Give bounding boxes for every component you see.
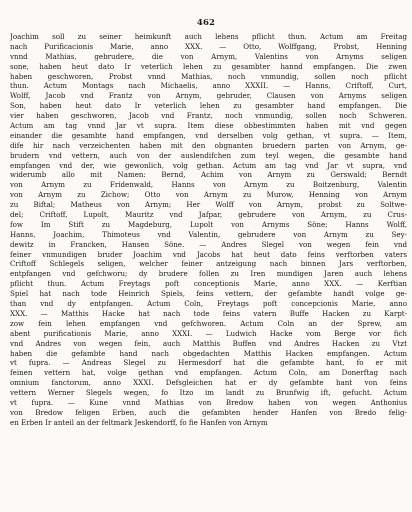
text-line: zow fein lehen empfangen vnd gefchworen. Actum Coln an der Sprew, am <box>10 318 407 328</box>
text-line: von Arnym zu Fridenwald, Hanns von Arnym zu Boitzenburg, Valentin <box>10 180 407 190</box>
text-line: von Arnym zu Zichow; Otto von Arnym zu Murow, Henning von Arnym <box>10 190 407 200</box>
text-line: Hanns, Joachim, Thimoteus vnd Valentin, gebrudere von Arnym zu Sey- <box>10 229 407 239</box>
text-line: Spiel hat nach tode Heinrich Spiels, feins vettern, der gefambte handt volge ge- <box>10 289 407 299</box>
text-line: than vnd dy entpfangen. Actum Coln, Freytags poft concepcionis Marie, anno <box>10 299 407 309</box>
text-line: nach Purificacionis Marie, anno XXX. — Otto, Wolffgang, Probst, Henning <box>10 41 407 51</box>
text-line: vnnd Mathias, gebrudere, die von Arnym, Valentins von Arnyms seligen <box>10 51 407 61</box>
text-line: haben geschworen, Probst vnnd Mathias, noch vnmundig, sollen noch pflicht <box>10 71 407 81</box>
text-line: brudern vnd vettern, auch von der auslendifchen zum teyl wegen, die gesambte hand <box>10 150 407 160</box>
text-line: vettern Werner Slegels wegen, fo Itzo im landt zu Brunfwig ift, gefucht. Actum <box>10 388 407 398</box>
text-line: vier haben geschworen, Jacob vnd Frantz, noch vnmundig, sollen noch Schweren. <box>10 111 407 121</box>
text-line: feinen vettern hat, volge gethan vnd empfangen. Actum Coln, am Donerftag nach <box>10 368 407 378</box>
text-line: haben die gefambte hand nach obgedachten Matthis Hacken empfangen. Actum <box>10 348 407 358</box>
text-line: XXX. — Matthis Hacke hat nach tode feins vatern Buffe Hacken zu Karpt- <box>10 308 407 318</box>
text-line: Joachim soll zu seiner heimkunft auch lehens pflicht thun. Actum am Freitag <box>10 32 407 41</box>
text-block <box>10 32 407 428</box>
text-line: vnd Andres von wegen fein, auch Matthis Buffen vnd Andres Hacken zu Vtzt <box>10 338 407 348</box>
text-line: feiner vnmundigen bruder Joachim vnd Jacobs hat heut dato feins verftorben vaters <box>10 249 407 259</box>
text-line: vt fupra. — Kune vnnd Mathias von Bredow haben von wegen Anthonius <box>10 397 407 407</box>
text-line: sone, haben heut dato Ir veterlich lehen zu gesambter hannd empfangen. Die zwen <box>10 61 407 71</box>
text-line: vt fupra. — Andreas Slegel zu Hermesdorf hat die gefambte hant, fo er mit <box>10 358 407 368</box>
text-line: dewitz in Francken, Hansen Söne. — Andres Slegel von wegen fein vnd <box>10 239 407 249</box>
text-line: omnium fanctorum, anno XXXI. Defsgleichen hat er dy gefambte hant von feins <box>10 378 407 388</box>
text-line: Actum am tag vnnd Jar vt supra. Item diese obbestimmten haben mit vnd gegen <box>10 121 407 131</box>
text-line: Son, haben heut dato Ir veterlich lehen zu gesambter hand empfangen. Die <box>10 101 407 111</box>
text-line: Wolff, Jacob vnd Frantz von Arnym, gebruder, Clausen von Arnyms seligen <box>10 91 407 101</box>
text-line: empfangen vnd der, wie gewonlich, volg gethan. Actum am tag vnd Jar vt supra, vnd <box>10 160 407 170</box>
text-line: entpfangen vnd gefchworu; dy brudere follen zu Iren mundigen Jaren auch lehens <box>10 269 407 279</box>
text-line: abent purificationis Marie, anno XXXI. — Ludwich Hacke vom Berge vor fich <box>10 328 407 338</box>
text-line: einander die gesambte hand empfangen, vnd derselben volg gethan, vt supra. — Item, <box>10 130 407 140</box>
text-line: widerumb allo mit Namen: Bernd, Achim von Arnym zu Gerswald; Berndt <box>10 170 407 180</box>
text-line: dife hir nach verzeichenten haben mit den obgnanten bruedern parten von Arnym, ge- <box>10 140 407 150</box>
text-line: en Erben Ir anteil an der feltmark Jeskendorff, fo fie Hanfen von Arnym <box>10 417 268 427</box>
text-line: thun. Actum Montags nach Michaelis, anno XXXII. — Hanns, Criftoff, Curt, <box>10 81 407 91</box>
text-line: del; Criftoff, Lupolt, Mauritz vnd Jafpar, gebrudere von Arnym, zu Crus- <box>10 210 407 220</box>
page-number: 462 <box>196 18 216 28</box>
text-line: von Bredow feligen Erben, auch die gefambten hender Hanfen von Bredo felig- <box>10 407 407 417</box>
text-line: zu Biftal; Matheus von Arnym; Her Wolff von Arnym, probst zu Soltwe- <box>10 200 407 210</box>
text-line: pflicht thun. Actum Freytags poft conceptionis Marie, anno XXX. — Kerftian <box>10 279 407 289</box>
text-line: fow Im Stift zu Magdeburg, Lupolt von Arnyms Söne; Hanns Wolff, <box>10 219 407 229</box>
text-line: Criftoff Schlegels seligen, welcher feiner antzeigung nach binnen Jars verftorben, <box>10 259 407 269</box>
